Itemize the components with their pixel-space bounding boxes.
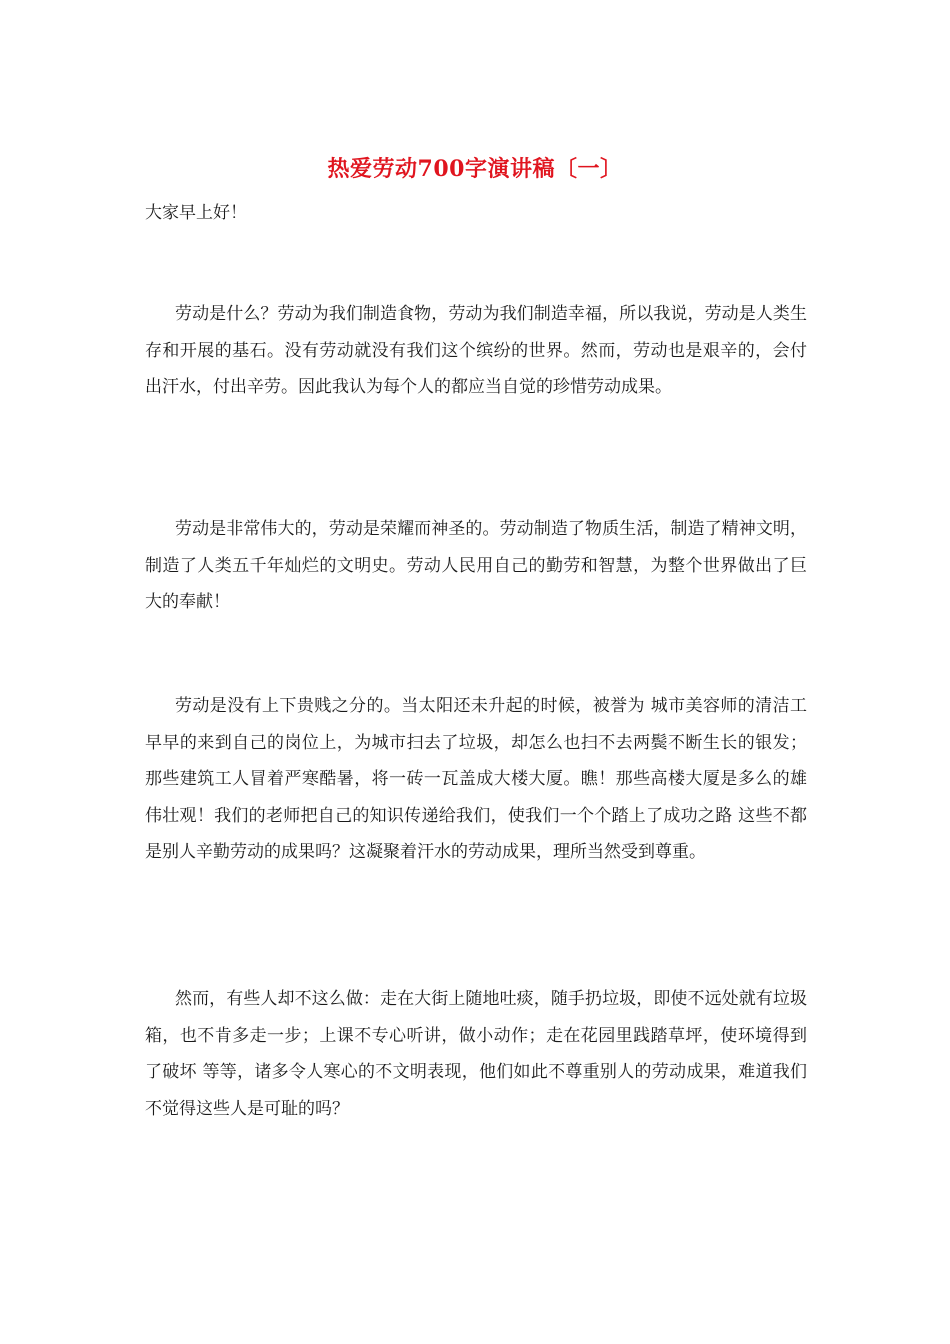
body-paragraph: 劳动是没有上下贵贱之分的。当太阳还未升起的时候，被誉为 城市美容师的清洁工早早的来到自己的岗位上，为城市扫去了垃圾，却怎么也扫不去两鬓不断生长的银发；那些建筑工人冒着严寒酷暑，将一砖一瓦盖成大楼大厦。瞧！那些高楼大厦是多么的雄伟壮观！我们的老师把自己的知识传递给我们，使我们一个个踏上了成功之路 这些不都是别人辛勤劳动的成果吗？这凝聚着汗水的劳动成果，理所当然受到尊重。 [145, 696, 807, 862]
body-paragraph: 然而，有些人却不这么做：走在大街上随地吐痰，随手扔垃圾，即使不远处就有垃圾箱，也不肯多走一步；上课不专心听讲，做小动作；走在花园里践踏草坪，使环境得到了破坏 等等，诸多令人寒心的不文明表现，他们如此不尊重别人的劳动成果，难道我们不觉得这些人是可耻的吗？ [145, 989, 807, 1119]
greeting-line: 大家早上好！ [145, 203, 247, 223]
body-paragraph: 劳动是非常伟大的，劳动是荣耀而神圣的。劳动制造了物质生活，制造了精神文明，制造了人类五千年灿烂的文明史。劳动人民用自己的勤劳和智慧，为整个世界做出了巨大的奉献！ [145, 519, 807, 612]
document-title: 热爱劳动700字演讲稿〔一〕 [327, 156, 623, 182]
body-paragraph: 劳动是什么？劳动为我们制造食物，劳动为我们制造幸福，所以我说，劳动是人类生存和开展的基石。没有劳动就没有我们这个缤纷的世界。然而，劳动也是艰辛的，会付出汗水，付出辛劳。因此我认为每个人的都应当自觉的珍惜劳动成果。 [145, 304, 807, 397]
